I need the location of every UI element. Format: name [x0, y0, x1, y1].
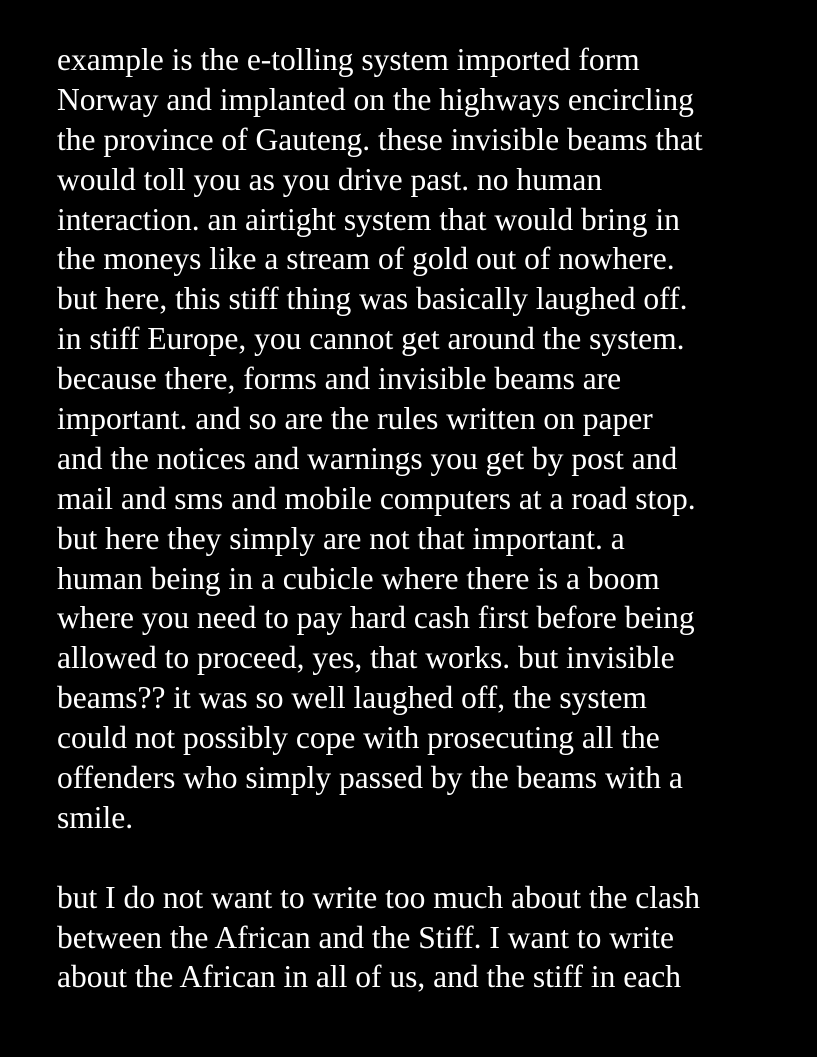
text-line: the province of Gauteng. these invisible beams that — [57, 121, 703, 157]
text-line: and the notices and warnings you get by post and — [57, 440, 678, 476]
paragraph-1 — [57, 40, 797, 838]
text-line: Norway and implanted on the highways encircling — [57, 81, 694, 117]
text-line: but I do not want to write too much about the clash — [57, 879, 700, 915]
text-line: would toll you as you drive past. no human — [57, 161, 603, 197]
document-text — [57, 40, 797, 997]
paragraph-2 — [57, 878, 797, 998]
text-line: in stiff Europe, you cannot get around the system. — [57, 321, 685, 357]
text-line: mail and sms and mobile computers at a road stop. — [57, 480, 696, 516]
text-line: interaction. an airtight system that would bring in — [57, 201, 680, 237]
text-line: but here, this stiff thing was basically laughed off. — [57, 281, 688, 317]
text-line: human being in a cubicle where there is a boom — [57, 560, 660, 596]
text-line: but here they simply are not that important. a — [57, 520, 625, 556]
text-line: the moneys like a stream of gold out of nowhere. — [57, 241, 675, 277]
text-line: offenders who simply passed by the beams with a — [57, 760, 683, 796]
text-line: example is the e-tolling system imported form — [57, 42, 640, 77]
text-line: beams?? it was so well laughed off, the system — [57, 680, 647, 716]
text-line: could not possibly cope with prosecuting all the — [57, 720, 660, 756]
text-line: allowed to proceed, yes, that works. but invisible — [57, 640, 675, 676]
text-line: smile. — [57, 799, 134, 835]
text-line: about the African in all of us, and the stiff in each — [57, 959, 681, 995]
text-line: between the African and the Stiff. I want to write — [57, 919, 674, 955]
text-line: because there, forms and invisible beams are — [57, 361, 622, 397]
text-line: where you need to pay hard cash first before being — [57, 600, 695, 636]
paragraph-gap — [57, 838, 797, 878]
text-line: important. and so are the rules written on paper — [57, 401, 653, 437]
